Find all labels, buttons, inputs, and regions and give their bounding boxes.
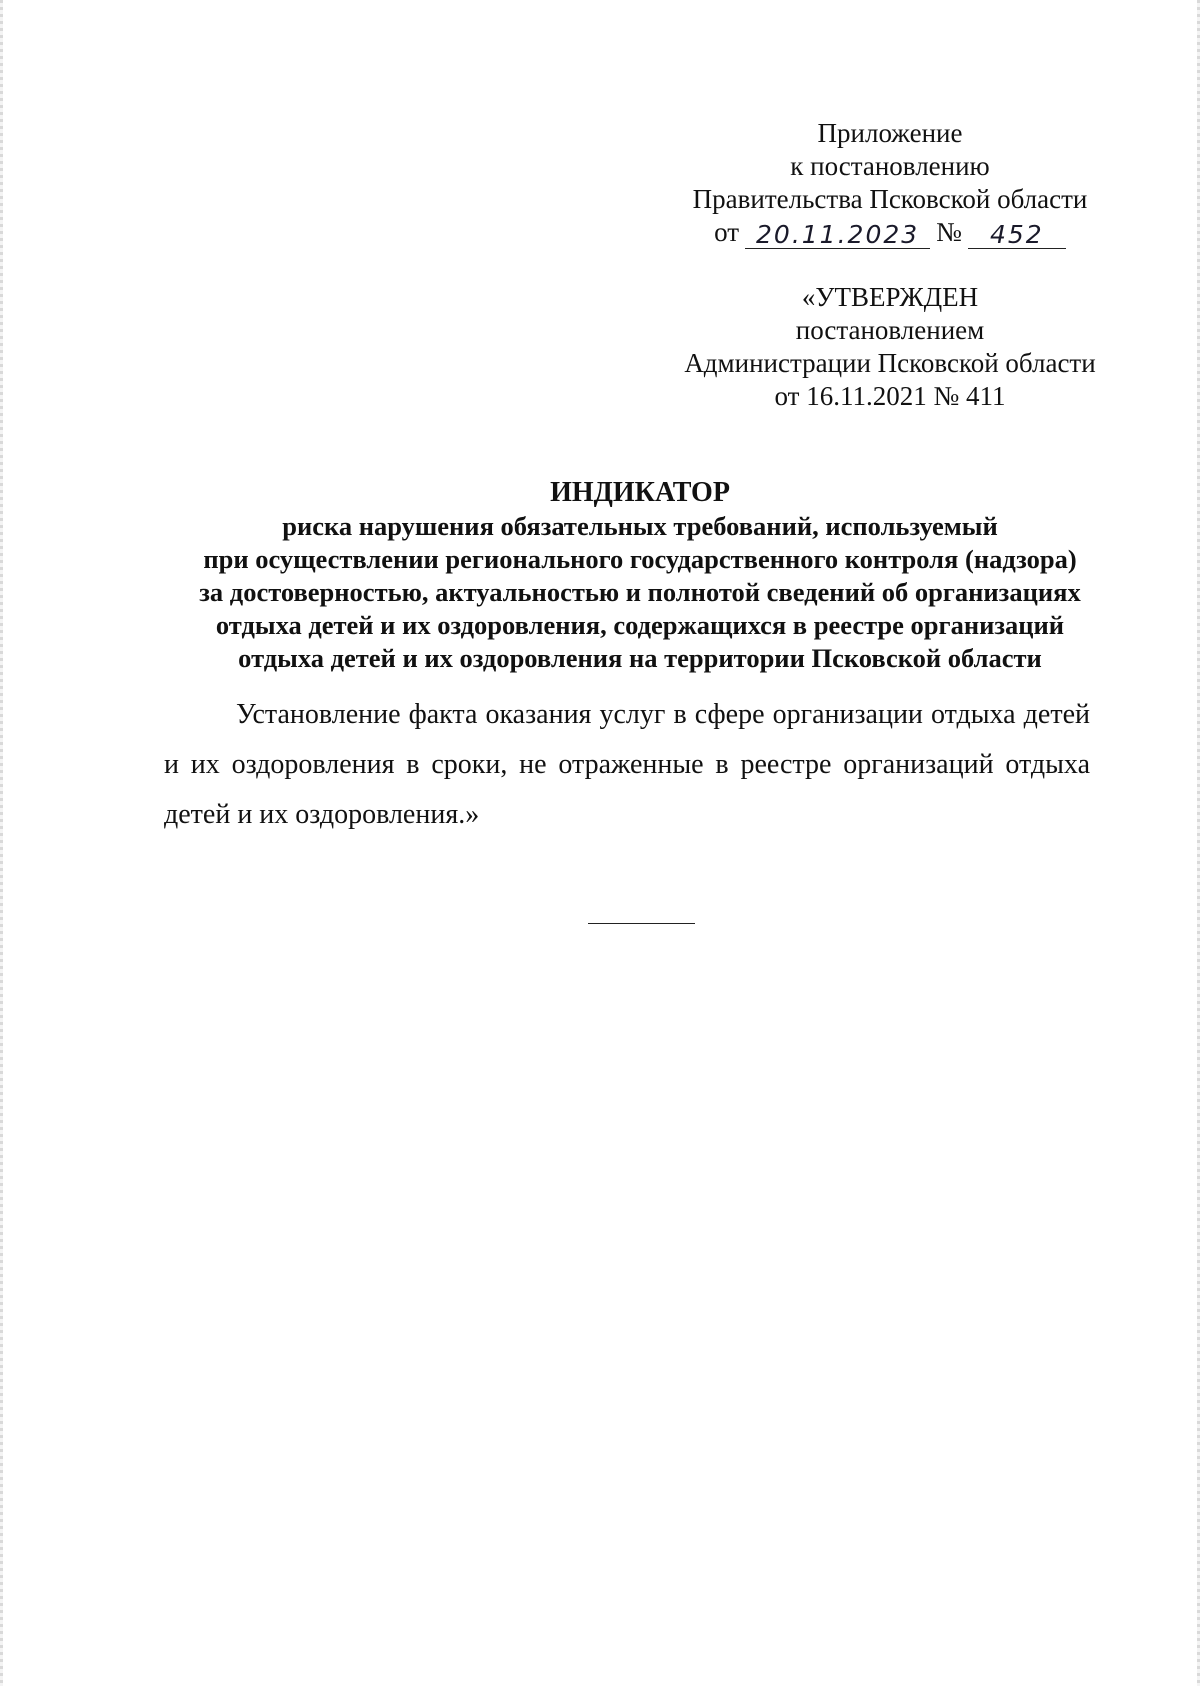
body-paragraph: Установление факта оказания услуг в сфере организации отдыха детей и их оздоровления в сроки, не отраженные в реестре организаций отдыха детей и их оздоровления.» (164, 699, 1090, 830)
number-sign: № (936, 217, 962, 247)
date-prefix: от (714, 217, 740, 247)
appendix-line-1: Приложение (817, 118, 963, 148)
appendix-date-number-line (714, 216, 1066, 249)
heading-line-3: за достоверностью, актуальностью и полнотой сведений об организациях (199, 577, 1081, 607)
appendix-line-2: к постановлению (790, 151, 990, 181)
appendix-line-3: Правительства Псковской области (692, 184, 1088, 214)
handwritten-date: 20.11.2023 (745, 222, 930, 249)
heading-line-4: отдыха детей и их оздоровления, содержащихся в реестре организаций (215, 610, 1065, 640)
approved-line-4: от 16.11.2021 № 411 (774, 381, 1006, 411)
end-divider (588, 923, 695, 924)
scan-edge-left (0, 0, 3, 1686)
handwritten-number: 452 (968, 222, 1066, 249)
heading-title: ИНДИКАТОР (550, 477, 730, 508)
heading-line-1: риска нарушения обязательных требований, используемый (282, 511, 998, 541)
approved-line-2: постановлением (795, 315, 985, 345)
approved-line-1: «УТВЕРЖДЕН (801, 282, 979, 312)
heading-line-5: отдыха детей и их оздоровления на территории Псковской области (238, 643, 1042, 673)
approved-line-3: Администрации Псковской области (684, 348, 1096, 378)
approved-block (655, 281, 1125, 413)
document-heading (150, 476, 1130, 675)
appendix-block (655, 117, 1125, 249)
heading-line-2: при осуществлении регионального государственного контроля (надзора) (203, 544, 1077, 574)
